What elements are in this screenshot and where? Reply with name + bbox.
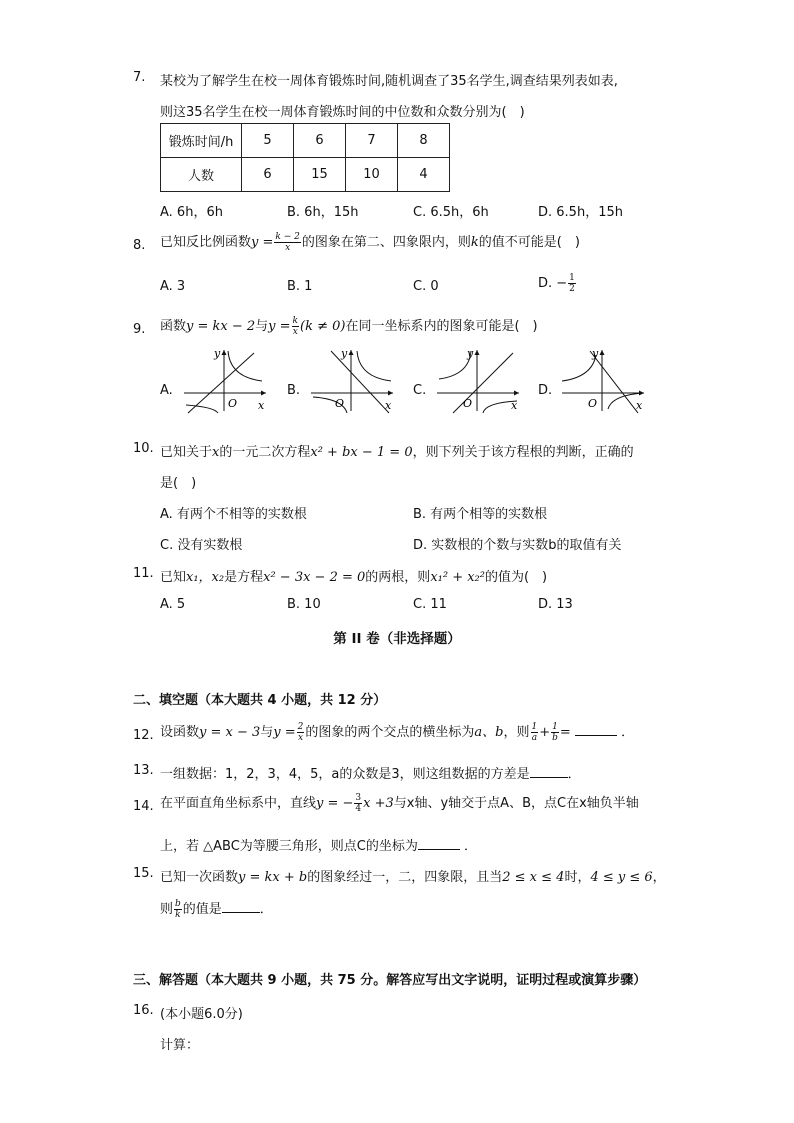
q12-ab: a、b	[474, 725, 504, 740]
q10-option-d: D. 实数根的个数与实数b的取值有关	[413, 538, 622, 553]
q16-score: (本小题6.0分)	[160, 1007, 243, 1022]
table-row	[161, 158, 450, 192]
table-cell: 4	[398, 158, 450, 192]
q11-text-c: 的两根，则	[365, 570, 431, 585]
x-axis-label: x	[258, 399, 265, 412]
q15-number: 15.	[133, 866, 154, 881]
table-cell: 6	[294, 124, 346, 158]
q8-option-a: A. 3	[160, 279, 186, 294]
q14-line2	[160, 835, 477, 854]
table-row	[161, 124, 450, 158]
q9-text-c: 在同一坐标系内的图象可能是( )	[345, 319, 538, 334]
q15-cond1: 2 ≤ x ≤ 4	[502, 870, 565, 885]
q10-eq: x² + bx − 1 = 0	[310, 445, 413, 460]
q11-vars: x₁，x₂	[186, 570, 225, 585]
q9-frac-bottom: x	[292, 327, 298, 337]
q9-fraction	[292, 316, 299, 337]
q11-text-a: 已知	[160, 570, 187, 585]
q7-option-d: D. 6.5h，15h	[538, 205, 623, 220]
table-cell: 7	[346, 124, 398, 158]
line-graph	[590, 351, 638, 413]
q9-graph-c	[431, 347, 523, 415]
line-graph	[453, 353, 513, 413]
q10-number: 10.	[133, 441, 154, 456]
q16-number: 16.	[133, 1003, 154, 1018]
q12-text-c: 的图象的两个交点的横坐标为	[305, 725, 475, 740]
q8-d-frac-top: 1	[569, 273, 575, 283]
q15-fraction	[174, 899, 182, 920]
q11-option-b: B. 10	[287, 597, 321, 612]
q16-text: 计算：	[160, 1038, 200, 1053]
q10-stem	[160, 441, 634, 460]
origin-label: O	[588, 397, 598, 410]
q8-option-b: B. 1	[287, 279, 313, 294]
hyperbola-branch	[357, 351, 391, 381]
y-axis-label: y	[467, 347, 474, 360]
q14-text-b: 与x轴、y轴交于点A、B，点C在x轴负半轴	[393, 796, 639, 811]
q10-line2: 是( )	[160, 476, 197, 491]
q14-text-a: 在平面直角坐标系中，直线	[160, 796, 317, 811]
q8-fraction	[274, 232, 300, 253]
q8-option-d	[538, 273, 577, 295]
q8-k: k	[470, 235, 479, 250]
y-axis-label: y	[592, 347, 599, 360]
q15-func: y = kx + b	[238, 870, 308, 885]
q14-stem	[160, 793, 639, 815]
q14-func-b: x +3	[363, 796, 394, 811]
q9-text-a: 函数	[160, 319, 187, 334]
q14-frac-top: 3	[355, 793, 362, 803]
arrow-icon	[388, 391, 393, 396]
q8-frac-top: k − 2	[275, 232, 300, 242]
q15-text-b: 的图象经过一，二，四象限，且当	[307, 870, 503, 885]
q12-plus: +	[539, 725, 551, 740]
section-3-heading: 三、解答题（本大题共 9 小题，共 75 分。解答应写出文字说明，证明过程或演算步骤）	[133, 973, 647, 988]
q11-text-b: 是方程	[224, 570, 264, 585]
q15-frac-top: b	[175, 899, 181, 909]
q8-frac-bottom: x	[285, 243, 291, 253]
table-cell: 锻炼时间/h	[161, 124, 242, 158]
q12-frac-b-bottom: b	[552, 733, 558, 743]
q10-text-c: ，则下列关于该方程根的判断，正确的	[412, 445, 634, 460]
q10-var: x	[212, 445, 220, 460]
q8-text-a: 已知反比例函数	[160, 235, 252, 250]
q12-frac-b-top: 1	[552, 722, 558, 732]
q9-option-c-label: C.	[413, 383, 427, 398]
q13-stem	[160, 763, 581, 782]
origin-label: O	[463, 397, 473, 410]
q9-option-d-label: D.	[538, 383, 553, 398]
q12-answer-blank[interactable]	[575, 723, 617, 736]
q10-option-b: B. 有两个相等的实数根	[413, 507, 548, 522]
q7-table	[160, 123, 450, 192]
q11-option-d: D. 13	[538, 597, 573, 612]
q7-line2: 则这35名学生在校一周体育锻炼时间的中位数和众数分别为( )	[160, 105, 525, 120]
q12-frac-bottom: x	[298, 733, 304, 743]
q9-text-b: 与	[255, 319, 269, 334]
q14-frac-bottom: 4	[355, 804, 362, 814]
q14-answer-blank[interactable]	[418, 837, 460, 850]
q9-option-a-label: A.	[160, 383, 173, 398]
q12-equals: =	[559, 725, 571, 740]
q11-stem	[160, 566, 547, 585]
q8-text-c: 的值不可能是( )	[478, 235, 580, 250]
q12-text-a: 设函数	[160, 725, 200, 740]
q9-func1: y = kx − 2	[186, 319, 256, 334]
x-axis-label: x	[385, 399, 392, 412]
part-2-title: 第 II 卷（非选择题）	[333, 631, 461, 647]
q14-fraction	[354, 793, 362, 814]
q15-cond2: 4 ≤ y ≤ 6	[590, 870, 653, 885]
q14-func: y = −	[316, 796, 354, 811]
q12-stem	[160, 722, 634, 744]
q10-text-a: 已知关于	[160, 445, 213, 460]
hyperbola-branch	[562, 355, 596, 381]
q15-end: ．	[259, 902, 273, 917]
origin-label: O	[335, 397, 345, 410]
q15-text-d: ，	[652, 870, 666, 885]
y-axis-label: y	[214, 347, 221, 360]
q8-option-d-fraction	[568, 273, 576, 294]
q12-text-d: ，则	[503, 725, 530, 740]
q15-answer-blank[interactable]	[222, 900, 260, 913]
q7-option-c: C. 6.5h，6h	[413, 205, 489, 220]
q9-cond: (k ≠ 0)	[300, 319, 346, 334]
q14-end: ．	[464, 839, 478, 854]
q9-stem	[160, 316, 538, 338]
q15-text-a: 已知一次函数	[160, 870, 239, 885]
q12-end: ．	[621, 725, 635, 740]
q11-option-c: C. 11	[413, 597, 447, 612]
q12-fraction	[297, 722, 305, 743]
q7-number: 7.	[133, 70, 146, 85]
q13-number: 13.	[133, 763, 154, 778]
q8-stem	[160, 232, 580, 254]
q13-end: ．	[567, 767, 581, 782]
q12-frac-top: 2	[297, 722, 304, 732]
q11-number: 11.	[133, 566, 154, 581]
q9-number: 9.	[133, 322, 146, 337]
q9-graph-d	[556, 347, 648, 415]
table-cell: 15	[294, 158, 346, 192]
arrow-icon	[514, 391, 519, 396]
y-axis-label: y	[341, 347, 348, 360]
q9-func2: y =	[268, 319, 291, 334]
q8-number: 8.	[133, 238, 146, 253]
q10-option-a: A. 有两个不相等的实数根	[160, 507, 307, 522]
q15-line2	[160, 899, 273, 921]
q8-text-b: 的图象在第二、四象限内，则	[301, 235, 471, 250]
q11-expr: x₁² + x₂²	[430, 570, 485, 585]
arrow-icon	[600, 350, 605, 355]
hyperbola-branch	[186, 405, 218, 413]
q15-stem	[160, 866, 666, 885]
table-cell: 10	[346, 158, 398, 192]
q11-option-a: A. 5	[160, 597, 186, 612]
hyperbola-branch	[228, 351, 262, 381]
q14-number: 14.	[133, 799, 154, 814]
section-2-heading: 二、填空题（本大题共 4 小题，共 12 分）	[133, 693, 387, 708]
q15-line2-b: 的值是	[182, 902, 222, 917]
q9-graph-b	[305, 347, 397, 415]
q13-text: 一组数据：1，2，3，4，5，a的众数是3，则这组数据的方差是	[160, 767, 530, 782]
q12-func1: y = x − 3	[199, 725, 261, 740]
q7-option-b: B. 6h，15h	[287, 205, 359, 220]
q8-d-frac-bottom: 2	[569, 284, 575, 294]
q10-text-b: 的一元二次方程	[219, 445, 311, 460]
origin-label: O	[228, 397, 238, 410]
q12-number: 12.	[133, 728, 154, 743]
x-axis-label: x	[511, 399, 518, 412]
line-graph	[188, 353, 254, 413]
table-cell: 8	[398, 124, 450, 158]
table-cell: 6	[242, 158, 294, 192]
arrow-icon	[349, 350, 354, 355]
q12-text-b: 与	[260, 725, 274, 740]
arrow-icon	[222, 350, 227, 355]
q9-graph-a	[178, 347, 270, 415]
q7-option-a: A. 6h，6h	[160, 205, 223, 220]
table-cell: 5	[242, 124, 294, 158]
q12-frac-a-top: 1	[531, 722, 538, 732]
q14-line2-text: 上，若 △ABC为等腰三角形，则点C的坐标为	[160, 839, 418, 854]
q12-frac-b	[551, 722, 559, 743]
arrow-icon	[261, 391, 266, 396]
q11-text-d: 的值为( )	[484, 570, 548, 585]
q10-option-c: C. 没有实数根	[160, 538, 243, 553]
q12-frac-a-bottom: a	[531, 733, 538, 743]
q8-option-c: C. 0	[413, 279, 439, 294]
q9-frac-top: k	[292, 316, 299, 326]
q13-answer-blank[interactable]	[530, 765, 568, 778]
q8-func: y =	[251, 235, 274, 250]
q15-text-c: 时，	[564, 870, 591, 885]
q9-option-b-label: B.	[287, 383, 301, 398]
table-cell: 人数	[161, 158, 242, 192]
q12-func2: y =	[273, 725, 296, 740]
x-axis-label: x	[636, 399, 643, 412]
q12-frac-a	[531, 722, 539, 743]
q11-eq: x² − 3x − 2 = 0	[263, 570, 366, 585]
q7-line1: 某校为了解学生在校一周体育锻炼时间,随机调查了35名学生,调查结果列表如表,	[160, 74, 618, 89]
arrow-icon	[475, 350, 480, 355]
q15-frac-bottom: k	[175, 910, 181, 920]
q8-option-d-label: D. −	[538, 276, 568, 291]
q15-line2-a: 则	[160, 902, 174, 917]
